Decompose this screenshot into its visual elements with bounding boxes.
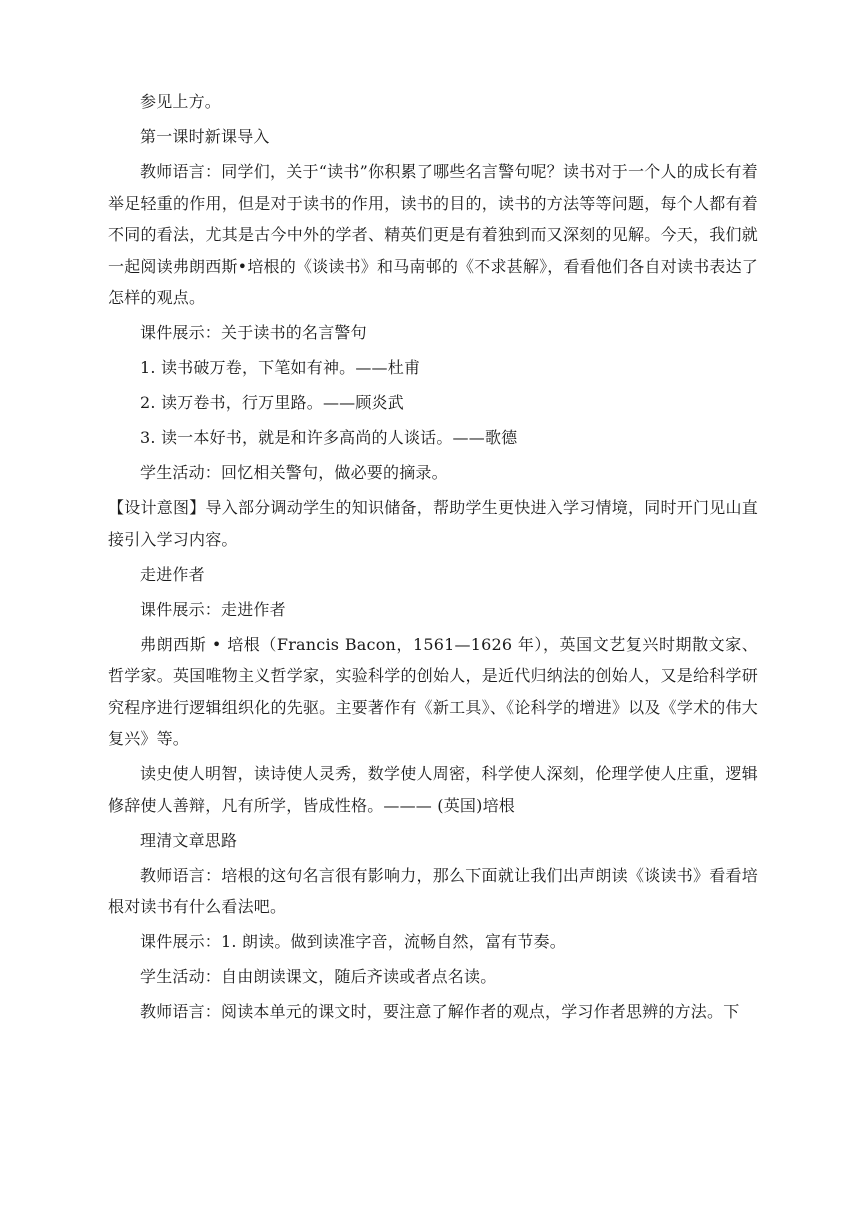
paragraph-teacher-intro: 教师语言：同学们，关于“读书”你积累了哪些名言警句呢？读书对于一个人的成长有着举足轻重的作用，但是对于读书的作用，读书的目的，读书的方法等等问题，每个人都有着不同的看法，尤其是古今中外的学者、精英们更是有着独到而又深刻的见解。今天，我们就一起阅读弗朗西斯•培根的《谈读书》和马南邨的《不求甚解》，看看他们各自对读书表达了怎样的观点。 xyxy=(108,162,758,307)
paragraph-courseware-quotes: 课件展示：关于读书的名言警句 xyxy=(140,323,367,342)
heading-structure: 理清文章思路 xyxy=(140,830,238,850)
paragraph-design-intent: 【设计意图】导入部分调动学生的知识储备，帮助学生更快进入学习情境，同时开门见山直接引入学习内容。 xyxy=(108,498,758,549)
heading-author: 走进作者 xyxy=(140,564,205,584)
paragraph-see-above: 参见上方。 xyxy=(140,92,222,111)
quote-item-2: 2. 读万卷书，行万里路。——顾炎武 xyxy=(140,393,404,412)
heading-lesson-intro: 第一课时新课导入 xyxy=(140,127,270,146)
paragraph-student-activity-2: 学生活动：自由朗读课文，随后齐读或者点名读。 xyxy=(140,967,497,986)
paragraph-teacher-reading: 教师语言：培根的这句名言很有影响力，那么下面就让我们出声朗读《谈读书》看看培根对读书有什么看法吧。 xyxy=(108,865,758,916)
paragraph-courseware-author: 课件展示：走进作者 xyxy=(140,599,286,619)
quote-item-1: 1. 读书破万卷，下笔如有神。——杜甫 xyxy=(140,358,421,377)
paragraph-teacher-unit: 教师语言：阅读本单元的课文时，要注意了解作者的观点，学习作者思辨的方法。下 xyxy=(140,1002,740,1021)
paragraph-bacon-bio: 弗朗西斯 • 培根（Francis Bacon，1561—1626 年），英国文艺复兴时期散文家、哲学家。英国唯物主义哲学家，实验科学的创始人，是近代归纳法的创始人，又是给科学研究程序进行逻辑组织化的先驱。主要著作有《新工具》、《论科学的增进》以及《学术的伟大复兴》等。 xyxy=(108,634,758,748)
document-page xyxy=(108,86,758,1031)
paragraph-bacon-quote: 读史使人明智，读诗使人灵秀，数学使人周密，科学使人深刻，伦理学使人庄重，逻辑修辞使人善辩，凡有所学，皆成性格。——— (英国)培根 xyxy=(108,764,758,815)
quote-item-3: 3. 读一本好书，就是和许多高尚的人谈话。——歌德 xyxy=(140,428,518,447)
paragraph-student-activity-1: 学生活动：回忆相关警句，做必要的摘录。 xyxy=(140,463,448,482)
paragraph-courseware-reading: 课件展示：1. 朗读。做到读准字音，流畅自然，富有节奏。 xyxy=(140,932,566,951)
